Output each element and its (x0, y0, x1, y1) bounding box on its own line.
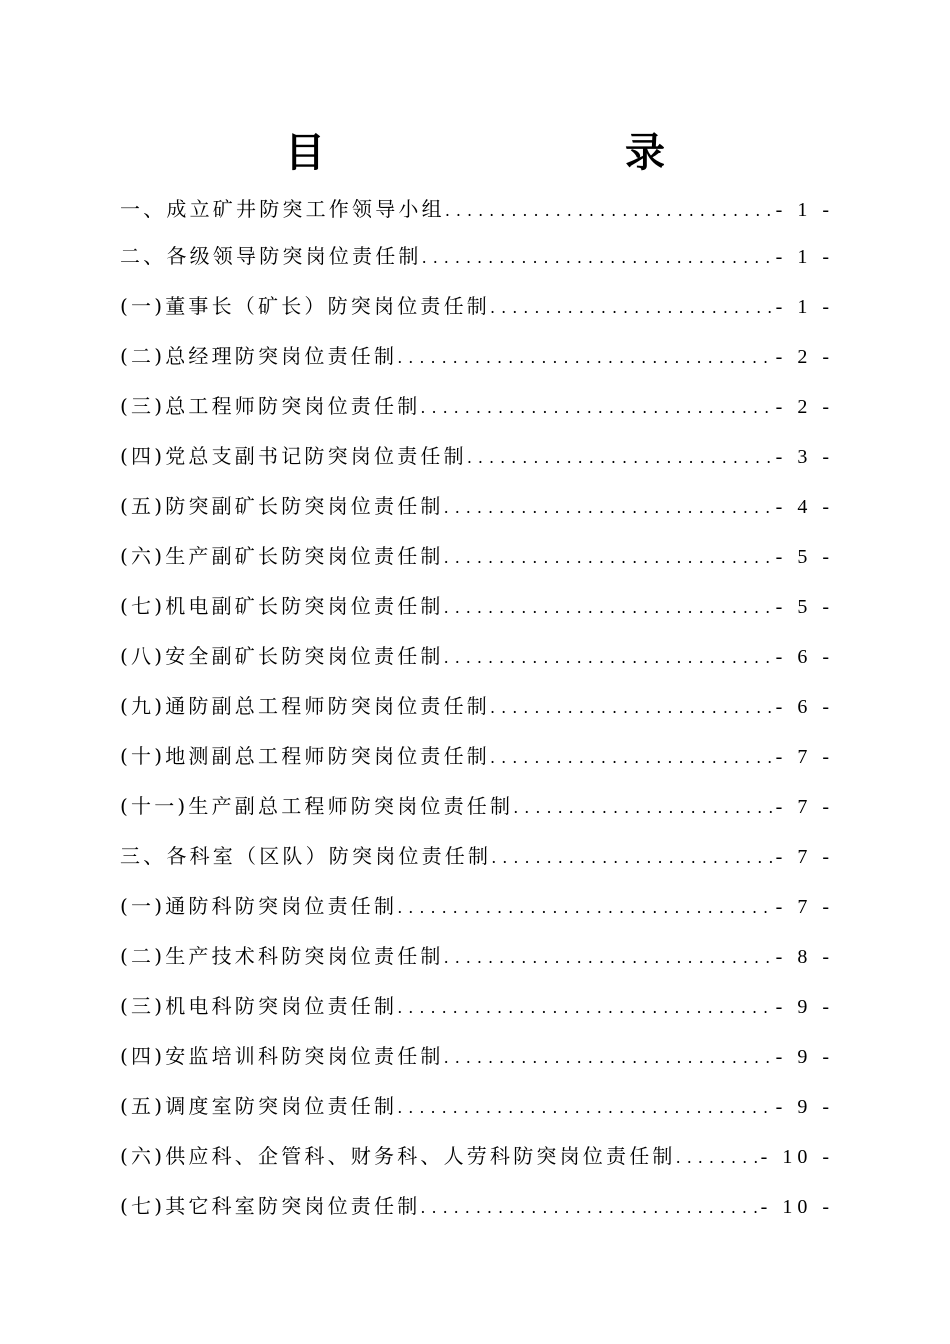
toc-entry-page: - 9 - (775, 1046, 834, 1068)
toc-entry[interactable] (120, 781, 834, 831)
toc-entry[interactable] (120, 1181, 834, 1231)
toc-entry-label: (一)董事长（矿长）防突岗位责任制 (120, 294, 491, 318)
toc-leader-dots (490, 283, 772, 333)
toc-leader-dots (490, 683, 772, 733)
toc-entry-page: - 5 - (775, 546, 834, 568)
toc-entry-label: (三)机电科防突岗位责任制 (120, 994, 398, 1018)
toc-entry-label: (九)通防副总工程师防突岗位责任制 (120, 694, 491, 718)
toc-entry-page: - 7 - (775, 846, 834, 868)
toc-leader-dots (444, 1033, 772, 1083)
toc-entry-label: (八)安全副矿长防突岗位责任制 (120, 644, 444, 668)
toc-leader-dots (422, 233, 772, 283)
toc-leader-dots (445, 189, 772, 233)
toc-entry[interactable] (120, 981, 834, 1031)
toc-entry-page: - 1 - (775, 246, 834, 268)
toc-entry-label: (四)安监培训科防突岗位责任制 (120, 1044, 444, 1068)
toc-entry-label: (五)调度室防突岗位责任制 (120, 1094, 398, 1118)
toc-entry[interactable] (120, 381, 834, 431)
toc-entry-page: - 7 - (775, 796, 834, 818)
toc-leader-dots (397, 333, 771, 383)
toc-entry-page: - 2 - (775, 346, 834, 368)
toc-entry[interactable] (120, 1131, 834, 1181)
toc-entry[interactable] (120, 831, 834, 881)
toc-leader-dots (444, 633, 772, 683)
toc-entry-label: 一、成立矿井防突工作领导小组 (120, 197, 445, 221)
toc-entry-label: 二、各级领导防突岗位责任制 (120, 244, 422, 268)
toc-entry[interactable] (120, 581, 834, 631)
toc-leader-dots (513, 783, 771, 833)
toc-entry[interactable] (120, 531, 834, 581)
toc-leader-dots (467, 433, 772, 483)
toc-entry-page: - 10 - (760, 1146, 834, 1168)
toc-entry[interactable] (120, 681, 834, 731)
toc-entry[interactable] (120, 1031, 834, 1081)
toc-entry-label: (六)供应科、企管科、财务科、人劳科防突岗位责任制 (120, 1144, 676, 1168)
toc-entry[interactable] (120, 281, 834, 331)
toc-entry-label: 三、各科室（区队）防突岗位责任制 (120, 844, 492, 868)
toc-leader-dots (491, 833, 771, 883)
toc-entry-label: (一)通防科防突岗位责任制 (120, 894, 398, 918)
toc-entry-page: - 8 - (775, 946, 834, 968)
toc-entry-page: - 6 - (775, 696, 834, 718)
table-of-contents (120, 187, 834, 1231)
toc-entry-label: (七)其它科室防突岗位责任制 (120, 1194, 421, 1218)
toc-entry-page: - 5 - (775, 596, 834, 618)
toc-leader-dots (444, 583, 772, 633)
toc-entry[interactable] (120, 187, 834, 231)
toc-entry[interactable] (120, 481, 834, 531)
toc-entry-page: - 1 - (775, 199, 834, 221)
toc-entry-label: (二)总经理防突岗位责任制 (120, 344, 398, 368)
toc-entry[interactable] (120, 331, 834, 381)
toc-leader-dots (397, 883, 771, 933)
toc-entry-page: - 1 - (775, 296, 834, 318)
toc-leader-dots (397, 983, 771, 1033)
toc-entry-label: (十一)生产副总工程师防突岗位责任制 (120, 794, 514, 818)
toc-leader-dots (420, 1183, 756, 1233)
toc-entry-label: (五)防突副矿长防突岗位责任制 (120, 494, 444, 518)
toc-entry-page: - 6 - (775, 646, 834, 668)
toc-entry-label: (六)生产副矿长防突岗位责任制 (120, 544, 444, 568)
toc-leader-dots (444, 483, 772, 533)
toc-entry-label: (四)党总支副书记防突岗位责任制 (120, 444, 467, 468)
toc-entry[interactable] (120, 431, 834, 481)
toc-entry[interactable] (120, 731, 834, 781)
toc-entry-label: (三)总工程师防突岗位责任制 (120, 394, 421, 418)
toc-leader-dots (490, 733, 772, 783)
toc-entry[interactable] (120, 631, 834, 681)
toc-entry-page: - 2 - (775, 396, 834, 418)
toc-entry-page: - 10 - (760, 1196, 834, 1218)
toc-entry-label: (二)生产技术科防突岗位责任制 (120, 944, 444, 968)
toc-entry-page: - 7 - (775, 896, 834, 918)
toc-entry[interactable] (120, 931, 834, 981)
toc-entry-page: - 9 - (775, 996, 834, 1018)
toc-entry-page: - 4 - (775, 496, 834, 518)
toc-leader-dots (397, 1083, 771, 1133)
toc-entry-label: (七)机电副矿长防突岗位责任制 (120, 594, 444, 618)
toc-entry-page: - 3 - (775, 446, 834, 468)
toc-entry-page: - 9 - (775, 1096, 834, 1118)
toc-leader-dots (444, 533, 772, 583)
toc-entry[interactable] (120, 881, 834, 931)
toc-leader-dots (676, 1133, 757, 1183)
toc-entry[interactable] (120, 231, 834, 281)
toc-entry-page: - 7 - (775, 746, 834, 768)
toc-entry-label: (十)地测副总工程师防突岗位责任制 (120, 744, 491, 768)
toc-entry[interactable] (120, 1081, 834, 1131)
toc-leader-dots (444, 933, 772, 983)
page-title: 目 录 (285, 130, 795, 176)
toc-leader-dots (420, 383, 771, 433)
